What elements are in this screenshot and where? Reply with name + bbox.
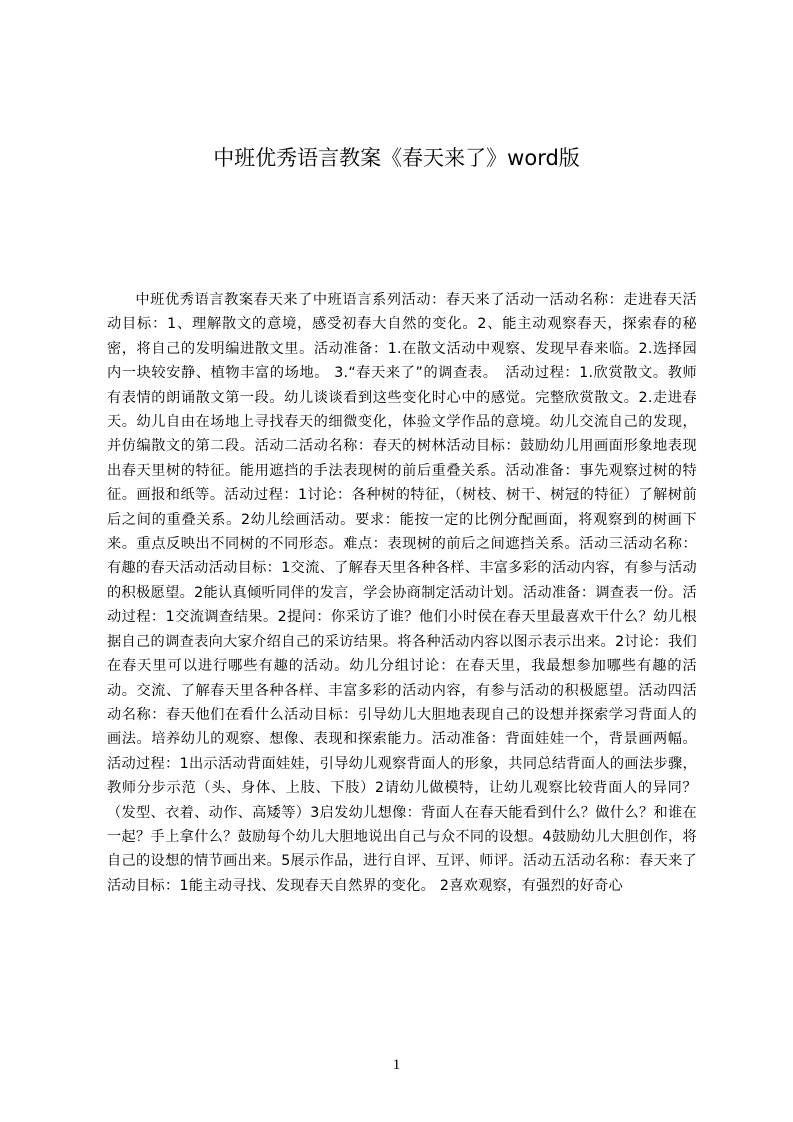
document-title: 中班优秀语言教案《春天来了》word版	[213, 146, 580, 170]
document-body-paragraph: 中班优秀语言教案春天来了中班语言系列活动：春天来了活动一活动名称：走进春天活动目标：1、理解散文的意境，感受初春大自然的变化。2、能主动观察春天，探索春的秘密，将自己的发明编进散文里。活动准备：1.在散文活动中观察、发现早春来临。2.选择园内一块较安静、植物丰富的场地。 3.“春天来了”的调查表。 活动过程：1.欣赏散文。教师有表情的朗诵散文第一段。幼儿谈谈看到这些变化时心中的感觉。完整欣赏散文。2.走进春天。幼儿自由在场地上寻找春天的细微变化，体验文学作品的意境。幼儿交流自己的发现，并仿编散文的第二段。活动二活动名称：春天的树林活动目标：鼓励幼儿用画面形象地表现出春天里树的特征。能用遮挡的手法表现树的前后重叠关系。活动准备：事先观察过树的特征。画报和纸等。活动过程：1讨论：各种树的特征，（树枝、树干、树冠的特征）了解树前后之间的重叠关系。2幼儿绘画活动。要求：能按一定的比例分配画面，将观察到的树画下来。重点反映出不同树的不同形态。难点：表现树的前后之间遮挡关系。活动三活动名称：有趣的春天活动活动目标：1交流、了解春天里各种各样、丰富多彩的活动内容，有参与活动的积极愿望。2能认真倾听同伴的发言，学会协商制定活动计划。活动准备：调查表一份。活动过程：1交流调查结果。2提问：你采访了谁？他们小时侯在春天里最喜欢干什么？幼儿根据自己的调查表向大家介绍自己的采访结果。将各种活动内容以图示表示出来。2讨论：我们在春天里可以进行哪些有趣的活动。幼儿分组讨论：在春天里，我最想参加哪些有趣的活动。交流、了解春天里各种各样、丰富多彩的活动内容，有参与活动的积极愿望。活动四活动名称：春天他们在看什么活动目标：引导幼儿大胆地表现自己的设想并探索学习背面人的画法。培养幼儿的观察、想像、表现和探索能力。活动准备：背面娃娃一个，背景画两幅。活动过程：1出示活动背面娃娃，引导幼儿观察背面人的形象，共同总结背面人的画法步骤，教师分步示范（头、身体、上肢、下肢）2请幼儿做模特，让幼儿观察比较背面人的异同？（发型、衣着、动作、高矮等）3启发幼儿想像：背面人在春天能看到什么？做什么？和谁在一起？手上拿什么？鼓励每个幼儿大胆地说出自己与众不同的设想。4鼓励幼儿大胆创作，将自己的设想的情节画出来。5展示作品，进行自评、互评、师评。活动五活动名称：春天来了活动目标：1能主动寻找、发现春天自然界的变化。 2喜欢观察，有强烈的好奇心	[107, 292, 697, 894]
page-number: 1	[392, 1057, 401, 1073]
